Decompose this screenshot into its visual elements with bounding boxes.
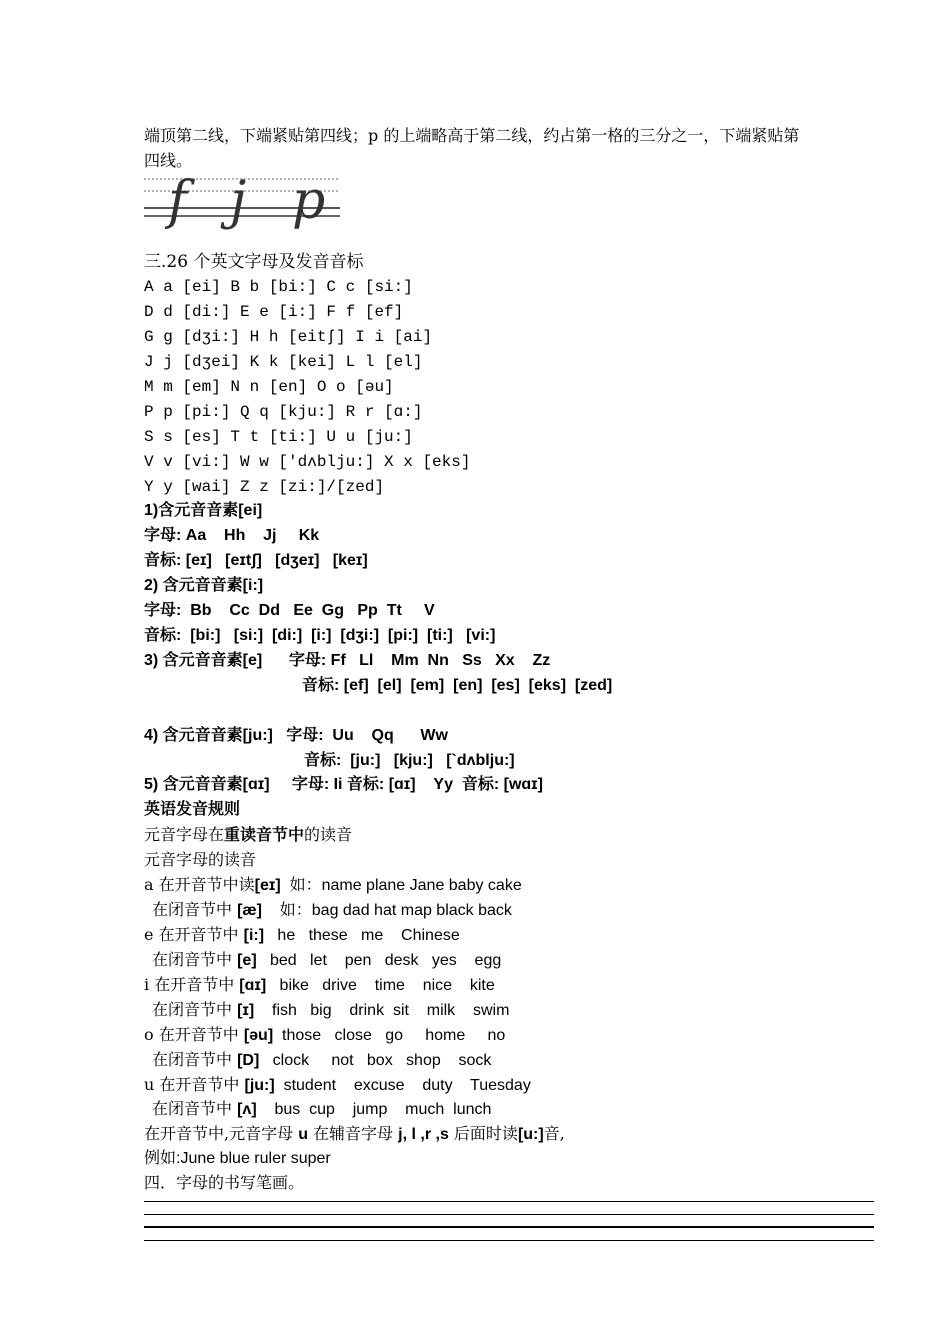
- vowel-reading-line: 元音字母的读音: [144, 850, 257, 869]
- rule-row: [144, 925, 460, 946]
- alphabet-row: G g [dʒi:] H h [eitʃ] I i [ai]: [144, 328, 433, 346]
- rule-words: 如：bag dad hat map black back: [261, 902, 512, 919]
- note-part: 音,: [543, 1124, 565, 1143]
- note-part: 在开音节中,元音字母: [144, 1124, 299, 1143]
- section3-heading: 三.26 个英文字母及发音音标: [144, 252, 364, 272]
- rule-row: [144, 975, 495, 996]
- example-line: 例如:June blue ruler super: [144, 1150, 331, 1167]
- alphabet-row: Y y [wai] Z z [zi:]/[zed]: [144, 478, 385, 496]
- writing-line-bottom: [144, 1240, 874, 1241]
- rule-row: [144, 1025, 505, 1046]
- rule-ipa: [eɪ]: [254, 877, 281, 894]
- rule-words: bed let pen desk yes egg: [256, 952, 502, 969]
- alphabet-row: D d [di:] E e [i:] F f [ef]: [144, 303, 404, 321]
- rule-ipa: [æ]: [237, 902, 262, 919]
- group2-title: 2) 含元音音素[i:]: [144, 577, 264, 594]
- rule-row: [152, 1099, 491, 1120]
- intro-line-2: 四线。: [144, 151, 193, 170]
- group2-phonetics: 音标: [bi:] [si:] [di:] [i:] [dʒi:] [pi:] [ti:] [vi:]: [144, 627, 496, 644]
- rule-words: clock not box shop sock: [259, 1052, 492, 1069]
- group3-phonetics: 音标: [ef] [el] [em] [en] [es] [eks] [zed]: [302, 677, 613, 694]
- alphabet-row: P p [pi:] Q q [kju:] R r [ɑ:]: [144, 403, 423, 421]
- rule-prefix: i 在开音节中: [144, 975, 240, 994]
- rule-ipa: [ju:]: [244, 1077, 275, 1094]
- rule-prefix: 在闭音节中: [152, 900, 238, 919]
- rule-ipa: [ɑɪ]: [239, 977, 267, 994]
- rule-words: bike drive time nice kite: [266, 977, 495, 994]
- group1-letters: 字母: Aa Hh Jj Kk: [144, 527, 320, 544]
- rule-ipa: [əu]: [243, 1027, 274, 1044]
- alphabet-row: A a [ei] B b [bi:] C c [si:]: [144, 278, 413, 296]
- alphabet-row: V v [vi:] W w [′dʌblju:] X x [eks]: [144, 453, 471, 471]
- writing-line-3: [144, 1226, 874, 1228]
- script-letter-j: j: [230, 176, 247, 231]
- rule-words: he these me Chinese: [264, 927, 460, 944]
- group1-phonetics: 音标: [eɪ] [eɪtʃ] [dʒeɪ] [keɪ]: [144, 552, 368, 569]
- group2-letters: 字母: Bb Cc Dd Ee Gg Pp Tt V: [144, 602, 435, 619]
- intro-line-1: 端顶第二线，下端紧贴第四线；p 的上端略高于第二线，约占第一格的三分之一，下端紧贴第: [144, 126, 800, 145]
- script-letter-p: p: [292, 176, 326, 231]
- handwriting-sample-image: [144, 176, 340, 240]
- rule-ipa: [ʌ]: [237, 1101, 257, 1118]
- rule-ipa: [i:]: [243, 927, 265, 944]
- rules-heading: 英语发音规则: [144, 801, 241, 818]
- group4-title: 4) 含元音音素[ju:] 字母: Uu Qq Ww: [144, 727, 448, 744]
- rule-row: [152, 1050, 491, 1071]
- rule-prefix: o 在开音节中: [144, 1025, 244, 1044]
- writing-line-2: [144, 1214, 874, 1215]
- rule-ipa: [D]: [237, 1052, 260, 1069]
- rule-prefix: e 在开音节中: [144, 925, 244, 944]
- rule-words: fish big drink sit milk swim: [254, 1002, 510, 1019]
- stressed-suffix: 的读音: [304, 825, 353, 844]
- note-ipa: [u:]: [517, 1126, 544, 1143]
- note-u: u: [298, 1126, 308, 1143]
- group4-phonetics: 音标: [ju:] [kju:] [`dʌblju:]: [304, 752, 515, 769]
- stressed-syllable-line: [144, 825, 352, 846]
- group5-title: 5) 含元音音素[ɑɪ] 字母: Ii 音标: [ɑɪ] Yy 音标: [wɑɪ]: [144, 776, 543, 793]
- rule-words: bus cup jump much lunch: [256, 1101, 492, 1118]
- rule-row: [152, 1000, 509, 1021]
- alphabet-row: J j [dʒei] K k [kei] L l [el]: [144, 353, 423, 371]
- rule-row: [152, 900, 512, 921]
- rule-words: student excuse duty Tuesday: [274, 1077, 531, 1094]
- section4-heading: 四．字母的书写笔画。: [144, 1173, 305, 1192]
- script-letter-f: f: [168, 176, 188, 231]
- rule-prefix: 在闭音节中: [152, 1099, 238, 1118]
- group1-title: 1)含元音音素[ei]: [144, 502, 263, 519]
- alphabet-row: S s [es] T t [ti:] U u [ju:]: [144, 428, 413, 446]
- rule-ipa: [e]: [237, 952, 257, 969]
- alphabet-row: M m [em] N n [en] O o [əu]: [144, 378, 394, 396]
- rule-words: those close go home no: [273, 1027, 506, 1044]
- note-part: 后面时读: [448, 1124, 518, 1143]
- rule-words: 如：name plane Jane baby cake: [280, 877, 522, 894]
- stressed-prefix: 元音字母在: [144, 825, 225, 844]
- rule-prefix: 在闭音节中: [152, 1050, 238, 1069]
- rule-row: [144, 1075, 531, 1096]
- rule-ipa: [ɪ]: [237, 1002, 255, 1019]
- rule-prefix: u 在开音节中: [144, 1075, 245, 1094]
- rule-prefix: a 在开音节中读: [144, 875, 255, 894]
- stressed-bold: 重读音节中: [224, 827, 305, 844]
- rule-prefix: 在闭音节中: [152, 950, 238, 969]
- open-syllable-note: [144, 1124, 565, 1145]
- rule-prefix: 在闭音节中: [152, 1000, 238, 1019]
- rule-row: [144, 875, 522, 896]
- note-letters: j, l ,r ,s: [398, 1126, 449, 1143]
- note-part: 在辅音字母: [307, 1124, 399, 1143]
- rule-row: [152, 950, 501, 971]
- group3-title: 3) 含元音音素[e] 字母: Ff Ll Mm Nn Ss Xx Zz: [144, 652, 551, 669]
- writing-line-top: [144, 1201, 874, 1202]
